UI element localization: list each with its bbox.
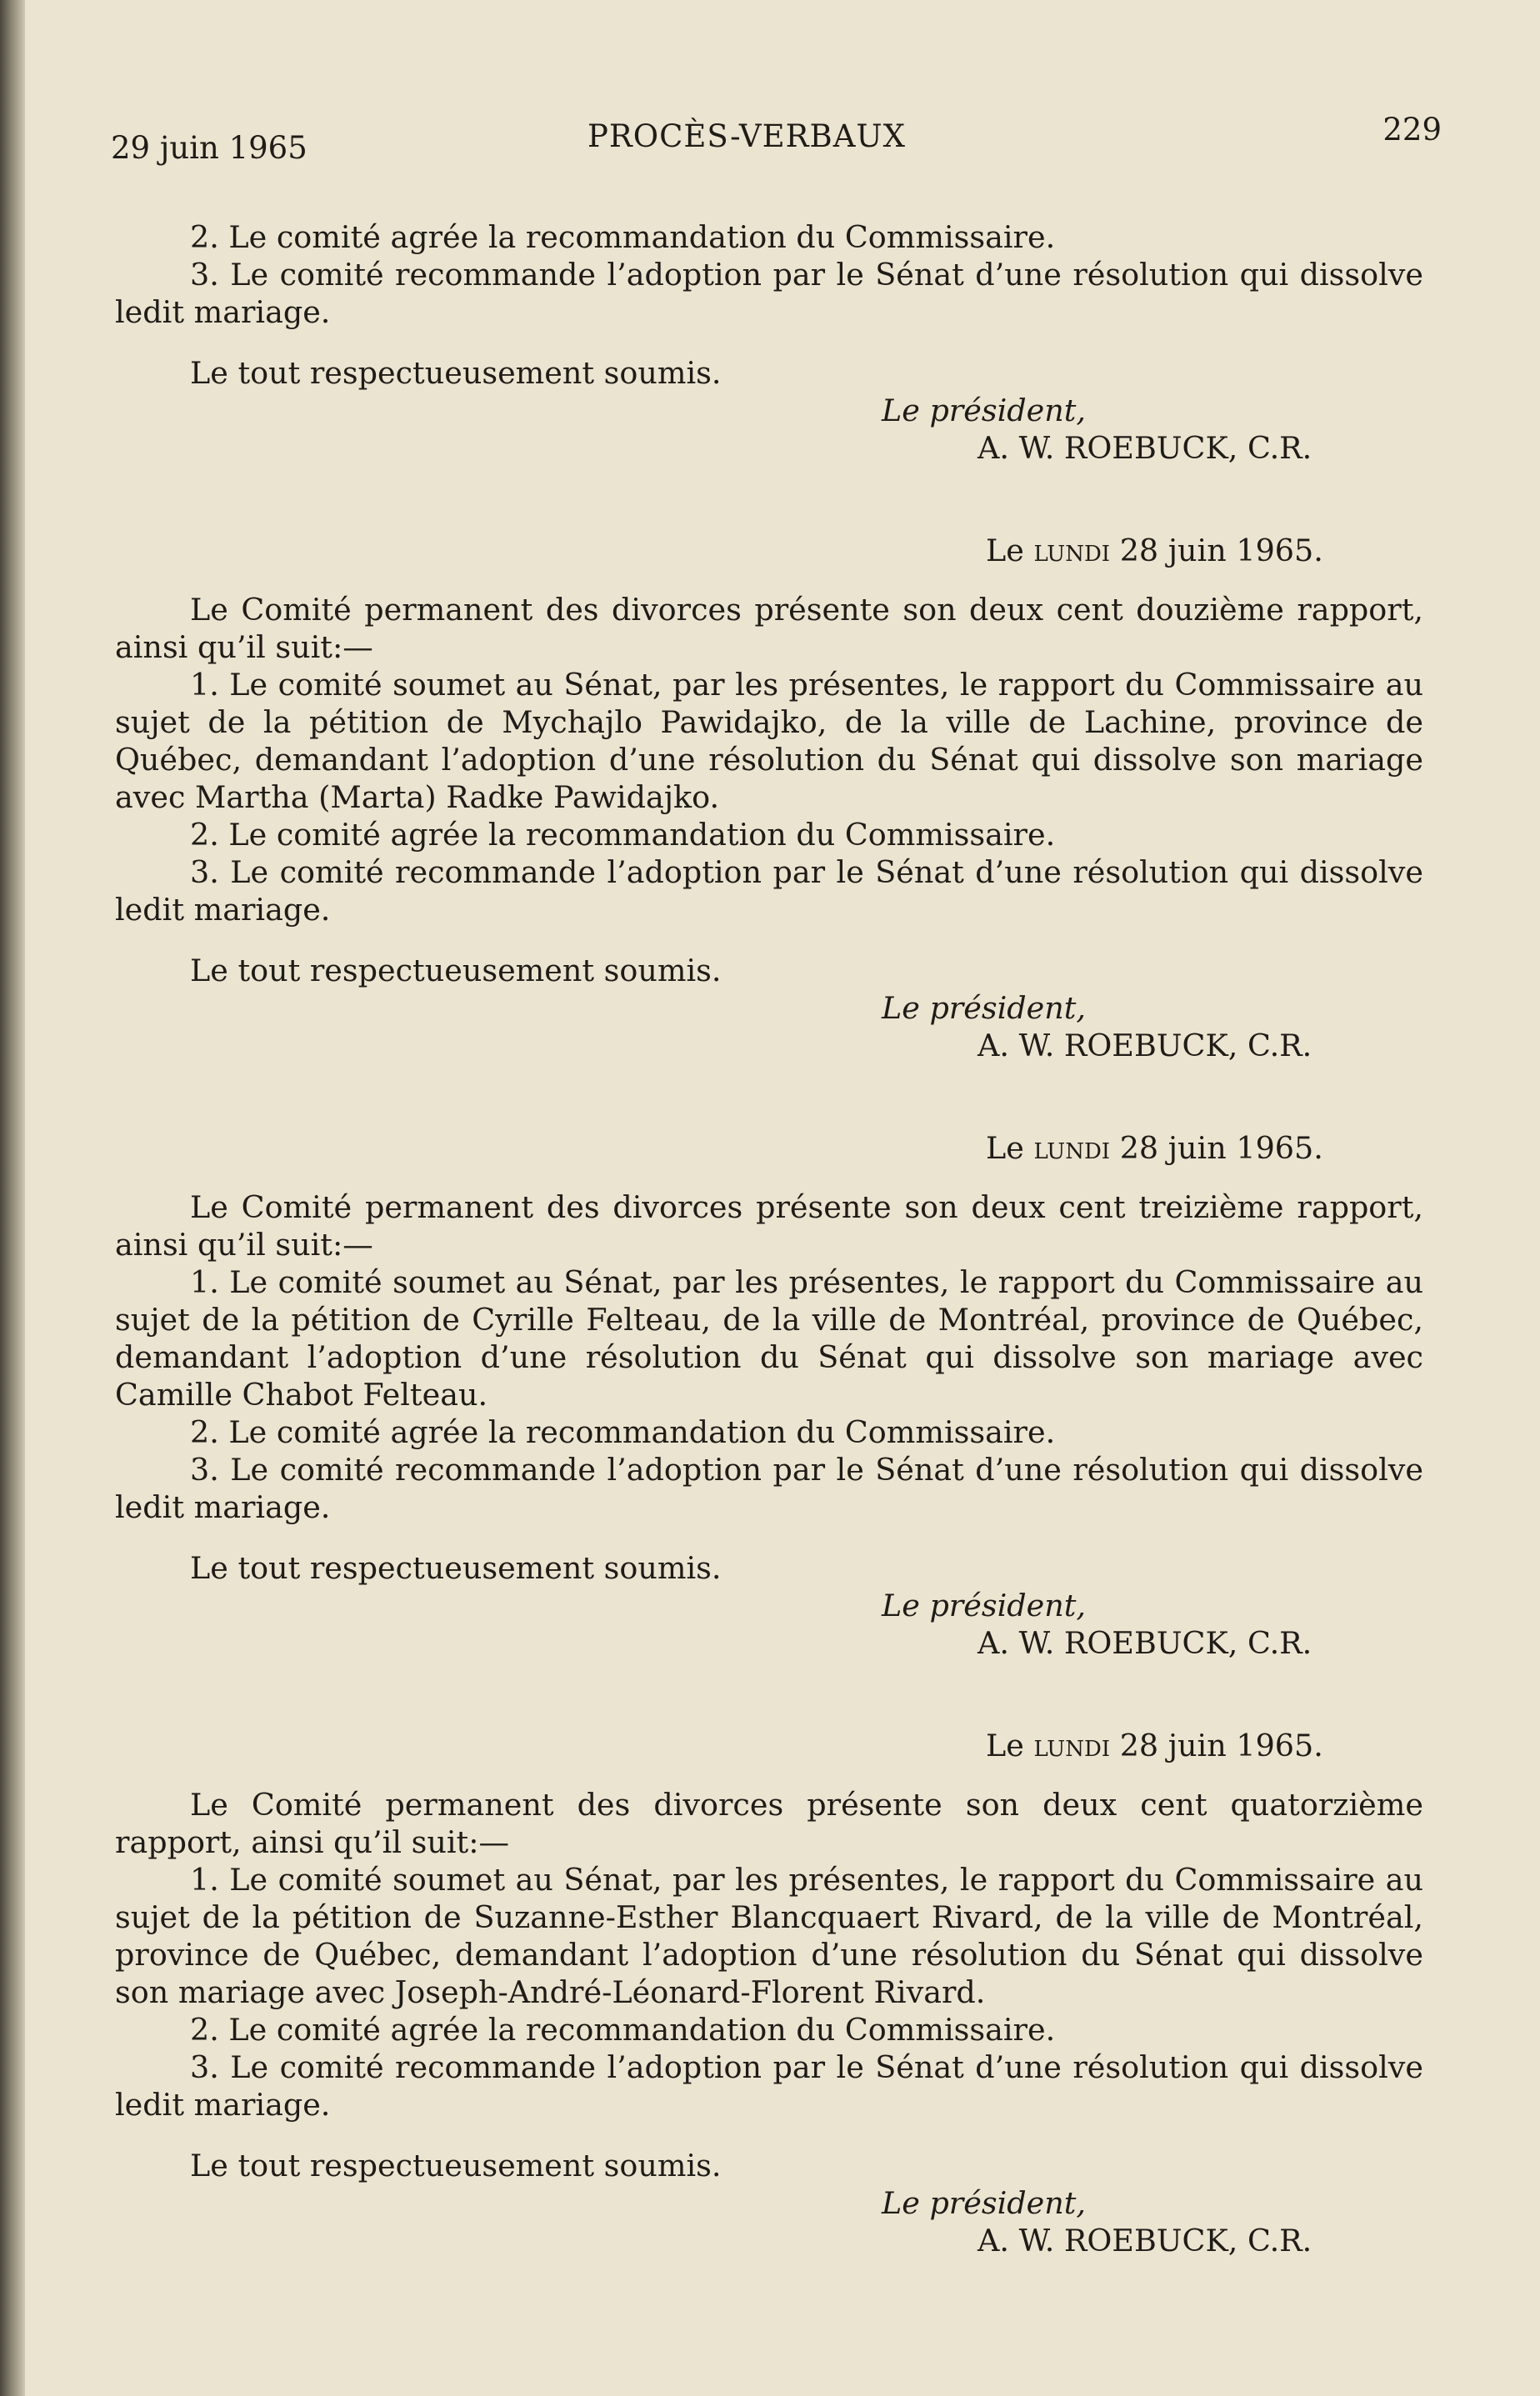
report-intro: Le Comité permanent des divorces présente son deux cent quatorzième rapport, ainsi qu’il suit:— [115, 1787, 1423, 1860]
signature-name: A. W. ROEBUCK, C.R. [978, 2223, 1312, 2258]
header-date: 29 juin 1965 [111, 130, 308, 166]
report-item-2: 2. Le comité agrée la recommandation du Commissaire. [190, 219, 1056, 255]
signature-name: A. W. ROEBUCK, C.R. [978, 1625, 1312, 1661]
report-item-3: 3. Le comité recommande l’adoption par le Sénat d’une résolution qui dissolve ledit mariage. [115, 2049, 1423, 2123]
report-item-3: 3. Le comité recommande l’adoption par le Sénat d’une résolution qui dissolve ledit mariage. [115, 854, 1423, 928]
report-date: Le lundi 28 juin 1965. [986, 1130, 1323, 1166]
document-page [108, 0, 1442, 2396]
report-closing: Le tout respectueusement soumis. [190, 355, 722, 391]
report-item-2: 2. Le comité agrée la recommandation du Commissaire. [190, 2012, 1056, 2048]
report-item-1: 1. Le comité soumet au Sénat, par les présentes, le rapport du Commissaire au sujet de la pétition de Suzanne-Esther Blancquaert Rivard, de la ville de Montréal, province de Québec, demandant l’adoption d’une résolution du Sénat qui dissolve son mariage avec Joseph-André-Léonard-Florent Rivard. [115, 1862, 1423, 2010]
report-closing: Le tout respectueusement soumis. [190, 1550, 722, 1586]
report-intro: Le Comité permanent des divorces présente son deux cent treizième rapport, ainsi qu’il suit:— [115, 1189, 1423, 1263]
page-header [108, 112, 1442, 168]
report-continuation [115, 218, 1423, 467]
report-closing: Le tout respectueusement soumis. [190, 2148, 722, 2183]
report-closing: Le tout respectueusement soumis. [190, 953, 722, 988]
report-item-2: 2. Le comité agrée la recommandation du Commissaire. [190, 1414, 1056, 1450]
report-214 [115, 1727, 1423, 2259]
book-spine-shadow [0, 0, 25, 2396]
report-date: Le lundi 28 juin 1965. [986, 533, 1323, 568]
report-intro: Le Comité permanent des divorces présente son deux cent douzième rapport, ainsi qu’il suit:— [115, 592, 1423, 665]
report-213 [115, 1129, 1423, 1662]
report-item-2: 2. Le comité agrée la recommandation du Commissaire. [190, 817, 1056, 853]
signature-title: Le président, [882, 2185, 1087, 2221]
report-item-1: 1. Le comité soumet au Sénat, par les présentes, le rapport du Commissaire au sujet de la pétition de Mychajlo Pawidajko, de la ville de Lachine, province de Québec, demandant l’adoption d’une résolution du Sénat qui dissolve son mariage avec Martha (Marta) Radke Pawidajko. [115, 667, 1423, 815]
signature-title: Le président, [882, 1588, 1087, 1623]
page-body [115, 218, 1423, 2259]
signature-name: A. W. ROEBUCK, C.R. [978, 430, 1312, 466]
signature-title: Le président, [882, 393, 1087, 428]
signature-title: Le président, [882, 990, 1087, 1026]
report-item-1: 1. Le comité soumet au Sénat, par les présentes, le rapport du Commissaire au sujet de la pétition de Cyrille Felteau, de la ville de Montréal, province de Québec, demandant l’adoption d’une résolution du Sénat qui dissolve son mariage avec Camille Chabot Felteau. [115, 1264, 1423, 1413]
signature-name: A. W. ROEBUCK, C.R. [978, 1028, 1312, 1063]
report-item-3: 3. Le comité recommande l’adoption par le Sénat d’une résolution qui dissolve ledit mariage. [115, 257, 1423, 330]
header-title: PROCÈS-VERBAUX [588, 118, 906, 154]
page-number: 229 [1382, 112, 1442, 148]
report-date: Le lundi 28 juin 1965. [986, 1728, 1323, 1763]
report-item-3: 3. Le comité recommande l’adoption par le Sénat d’une résolution qui dissolve ledit mariage. [115, 1452, 1423, 1525]
report-212 [115, 532, 1423, 1064]
